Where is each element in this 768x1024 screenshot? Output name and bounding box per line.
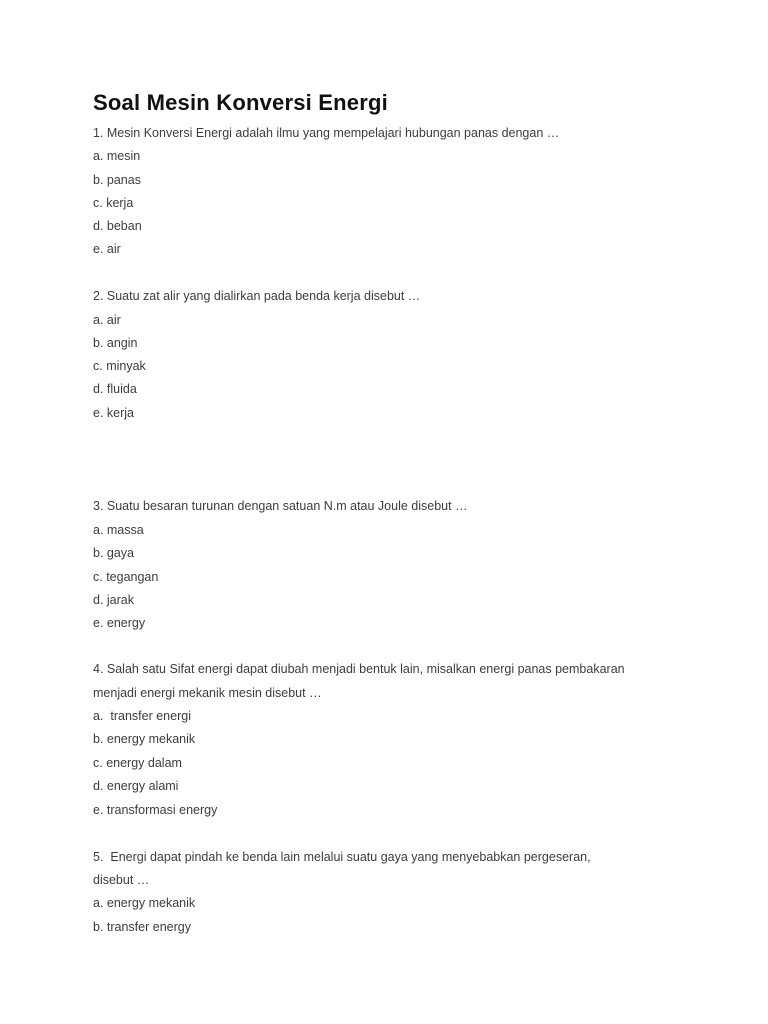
question-4-option-d: d. energy alami <box>93 779 179 793</box>
question-5-text-line-1: 5. Energi dapat pindah ke benda lain melalui suatu gaya yang menyebabkan pergeseran, <box>93 850 591 864</box>
question-1-option-e: e. air <box>93 242 121 256</box>
question-3-option-b: b. gaya <box>93 546 135 560</box>
question-5-option-a: a. energy mekanik <box>93 896 196 910</box>
question-1-option-a: a. mesin <box>93 149 141 163</box>
question-3-option-c: c. tegangan <box>93 570 159 584</box>
question-5-text-line-2: disebut … <box>93 873 150 887</box>
question-3-text: 3. Suatu besaran turunan dengan satuan N.m atau Joule disebut … <box>93 499 468 513</box>
question-4-text-line-2: menjadi energi mekanik mesin disebut … <box>93 686 322 700</box>
question-4-text-line-1: 4. Salah satu Sifat energi dapat diubah menjadi bentuk lain, misalkan energi panas pembakaran <box>93 662 625 676</box>
question-2-option-b: b. angin <box>93 336 138 350</box>
question-2-option-d: d. fluida <box>93 382 137 396</box>
question-3-option-a: a. massa <box>93 523 144 537</box>
question-4-option-c: c. energy dalam <box>93 756 182 770</box>
question-1-option-b: b. panas <box>93 173 141 187</box>
question-2-option-e: e. kerja <box>93 406 134 420</box>
question-2-text: 2. Suatu zat alir yang dialirkan pada benda kerja disebut … <box>93 289 421 303</box>
question-5-option-b: b. transfer energy <box>93 920 191 934</box>
question-3-option-e: e. energy <box>93 616 146 630</box>
document-title: Soal Mesin Konversi Energi <box>93 90 388 115</box>
question-1-text: 1. Mesin Konversi Energi adalah ilmu yang mempelajari hubungan panas dengan … <box>93 126 560 140</box>
question-2-option-a: a. air <box>93 313 121 327</box>
question-4-option-a: a. transfer energi <box>93 709 191 723</box>
question-1-option-c: c. kerja <box>93 196 134 210</box>
question-3-option-d: d. jarak <box>93 593 134 607</box>
question-4-option-e: e. transformasi energy <box>93 803 218 817</box>
question-4-option-b: b. energy mekanik <box>93 732 196 746</box>
question-1-option-d: d. beban <box>93 219 142 233</box>
question-2-option-c: c. minyak <box>93 359 146 373</box>
